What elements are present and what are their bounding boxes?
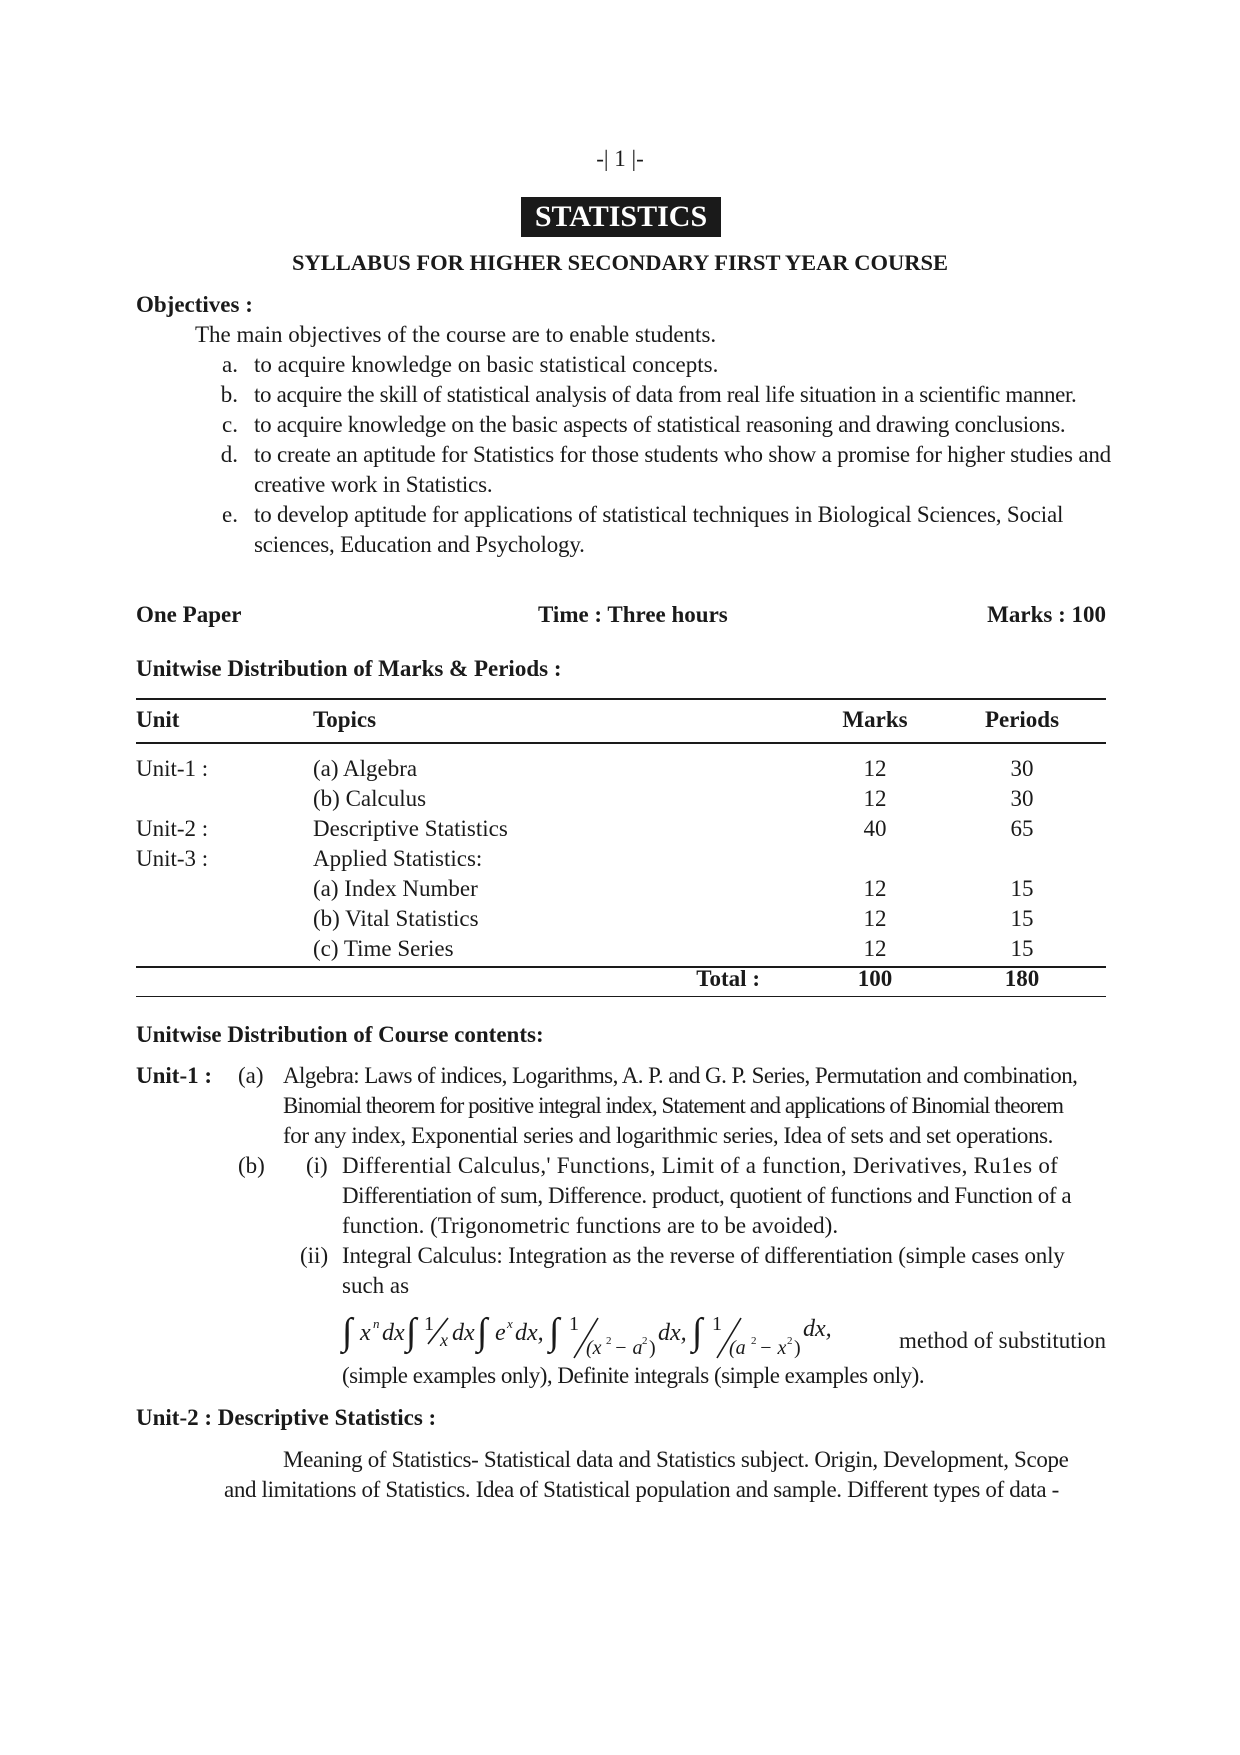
subtitle: SYLLABUS FOR HIGHER SECONDARY FIRST YEAR COURSE [292,250,948,275]
svg-text:2: 2 [751,1335,757,1347]
objective-letter: e. [222,502,238,527]
unit1-b-i-label: (i) [306,1153,328,1178]
objectives-intro: The main objectives of the course are to enable students. [195,322,717,347]
unit1-b-i-line: Differentiation of sum, Difference. product, quotient of functions and Function of a [342,1183,1072,1208]
svg-text:dx,: dx, [658,1320,687,1346]
distribution-heading: Unitwise Distribution of Marks & Periods : [136,656,562,681]
row-topic: Descriptive Statistics [313,816,508,841]
row-marks: 12 [863,936,887,961]
objective-text: to acquire knowledge on the basic aspects of statistical reasoning and drawing conclusions. [254,412,1066,437]
svg-text:dx: dx [382,1320,405,1346]
integral-formula [340,1300,880,1364]
objective-text: to develop aptitude for applications of statistical techniques in Biological Sciences, Social sciences, Education and Psychology. [254,502,1064,557]
time-label: Time : Three hours [538,602,728,627]
col-header-topics: Topics [313,707,377,732]
svg-text:∫: ∫ [549,1311,560,1353]
svg-text:dx: dx [452,1320,475,1346]
unit1-b-i-line: Differential Calculus,' Functions, Limit of a function, Derivatives, Ru1es of [342,1153,1059,1178]
objective-text: to create an aptitude for Statistics for those students who show a promise for higher studies and creative work in Statistics. [254,442,1111,497]
integral-suffix: method of substitution [899,1328,1106,1353]
svg-text:∫: ∫ [692,1311,703,1353]
svg-text:1: 1 [424,1313,434,1335]
unit2-line: and limitations of Statistics. Idea of Statistical population and sample. Different types of data - [224,1477,1059,1502]
row-topic: (b) Calculus [313,786,427,811]
objectives-heading: Objectives : [136,292,253,317]
svg-text:∫: ∫ [477,1311,488,1353]
paper-label: One Paper [136,602,242,627]
unit2-heading: Unit-2 : Descriptive Statistics : [136,1405,437,1430]
table-top-rule [136,698,1106,700]
svg-text:dx,: dx, [803,1316,832,1342]
row-periods: 30 [1010,786,1034,811]
objective-text: to acquire the skill of statistical analysis of data from real life situation in a scientific manner. [254,382,1077,407]
svg-text:∫: ∫ [406,1311,417,1353]
svg-text:1: 1 [712,1313,722,1335]
objective-letter: c. [222,412,238,437]
unit1-b-ii-label: (ii) [300,1243,329,1268]
svg-text:(a: (a [729,1337,746,1359]
col-header-marks: Marks [842,707,908,732]
svg-text:e: e [495,1320,506,1346]
col-header-unit: Unit [136,707,180,732]
svg-text:x: x [440,1330,448,1350]
total-periods: 180 [1004,966,1040,991]
row-periods: 15 [1010,936,1034,961]
row-topic: (a) Index Number [313,876,478,901]
row-marks: 12 [863,876,887,901]
svg-text:− a: − a [614,1337,643,1359]
unit1-b-ii-line: Integral Calculus: Integration as the reverse of differentiation (simple cases only [342,1243,1065,1268]
unit1-a-line: Binomial theorem for positive integral index, Statement and applications of Binomial theorem [283,1093,1064,1118]
col-header-periods: Periods [984,707,1060,732]
unit1-b-i-line: function. (Trigonometric functions are to be avoided). [342,1213,839,1238]
svg-text:x: x [360,1320,371,1346]
row-periods: 15 [1010,906,1034,931]
row-unit: Unit-1 : [136,756,209,781]
svg-text:): ) [649,1337,656,1359]
objective-letter: b. [220,382,238,407]
row-marks: 40 [863,816,887,841]
page-title: STATISTICS [521,197,721,237]
svg-text:(x: (x [586,1337,602,1359]
row-topic: (b) Vital Statistics [313,906,479,931]
row-periods: 30 [1010,756,1034,781]
row-marks: 12 [863,906,887,931]
row-marks: 12 [863,786,887,811]
unit2-line: Meaning of Statistics- Statistical data and Statistics subject. Origin, Development, Scope [283,1447,1069,1472]
row-periods: 65 [1010,816,1034,841]
objective-letter: a. [222,352,238,377]
table-bottom-rule [136,996,1106,997]
row-unit: Unit-3 : [136,846,209,871]
unit1-a-line: Algebra: Laws of indices, Logarithms, A. P. and G. P. Series, Permutation and combination, [283,1063,1078,1088]
unit1-label: Unit-1 : [136,1063,213,1088]
row-topic: (c) Time Series [313,936,454,961]
svg-text:∫: ∫ [342,1311,353,1353]
page-number: -| 1 |- [596,146,644,171]
course-contents-heading: Unitwise Distribution of Course contents: [136,1022,544,1047]
unit1-b-label: (b) [238,1153,265,1178]
svg-text:1: 1 [569,1313,579,1335]
svg-text:2: 2 [642,1335,648,1347]
unit1-a-line: for any index, Exponential series and logarithmic series, Idea of sets and set operations. [283,1123,1054,1148]
svg-text:x: x [507,1316,513,1331]
svg-text:2: 2 [606,1335,612,1347]
svg-text:dx,: dx, [515,1320,544,1346]
row-topic: Applied Statistics: [313,846,483,871]
unit1-b-ii-line: such as [342,1273,410,1298]
svg-text:− x: − x [759,1337,787,1359]
row-periods: 15 [1010,876,1034,901]
total-marks: 100 [857,966,893,991]
objective-text: to acquire knowledge on basic statistical concepts. [254,352,719,377]
svg-text:2: 2 [787,1335,793,1347]
unit1-b-ii-last: (simple examples only), Definite integrals (simple examples only). [342,1363,925,1388]
unit1-a-label: (a) [238,1063,264,1088]
total-label: Total : [696,966,760,991]
svg-text:): ) [794,1337,801,1359]
marks-label: Marks : 100 [987,602,1106,627]
row-marks: 12 [863,756,887,781]
svg-text:n: n [373,1316,380,1331]
objective-letter: d. [220,442,238,467]
table-header-rule [136,742,1106,744]
row-topic: (a) Algebra [313,756,418,781]
row-unit: Unit-2 : [136,816,209,841]
